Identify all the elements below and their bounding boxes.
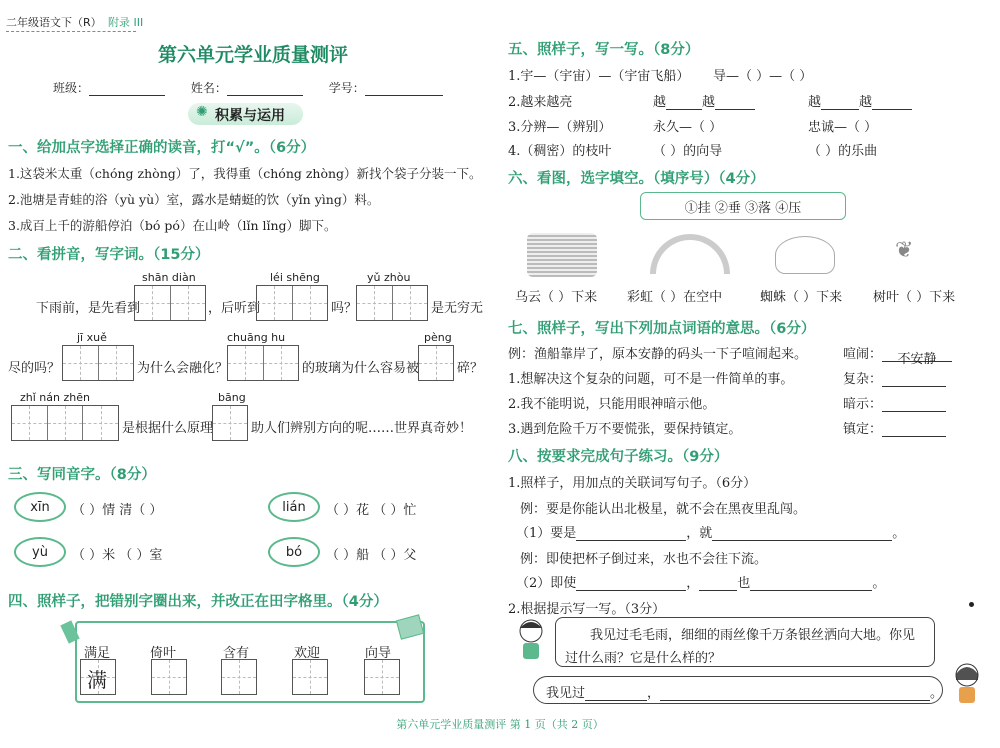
word-4: 欢迎 (294, 646, 321, 661)
cloud-yu-text: yù (32, 544, 48, 560)
id-label: 学号： (328, 81, 365, 95)
bubble-line-2: 过什么雨？它是什么样的？ (565, 651, 722, 666)
s8-blank-2[interactable] (712, 527, 892, 541)
s8-answer-2 (516, 572, 885, 591)
cloud-bo-text: bó (285, 544, 303, 560)
s2-text-5: 尽的吗？ (8, 361, 61, 376)
s5-line-3c: 忠诚—（ ） (808, 120, 878, 135)
s5-line-4b: （ ）的向导 (653, 144, 723, 159)
leaf-picture: ❦ (895, 238, 914, 263)
section-8-title: 八、按要求完成句子练习。（9分） (508, 449, 729, 465)
section-6-title: 六、看图，选字填空。（填序号）（4分） (508, 171, 765, 187)
tian-grid-4[interactable] (292, 659, 328, 695)
section-3-title: 三、写同音字。（8分） (8, 467, 156, 483)
bubble-answer-start: 我见过 (546, 686, 586, 701)
yue-2: 越 (702, 95, 716, 110)
s6-item-2: 彩虹（ ）在空中 (627, 290, 723, 305)
pinyin-peng: pèng (424, 331, 452, 344)
s8-a2-start: （2）即使 (516, 576, 577, 591)
answer-1: 满 (87, 668, 107, 692)
boy-icon (516, 618, 546, 662)
name-label: 姓名： (190, 81, 227, 95)
id-field[interactable] (365, 82, 443, 96)
s6-item-1: 乌云（ ）下来 (515, 290, 598, 305)
s5-line-3a: 3.分辨—（辨别） (508, 120, 612, 135)
s7-line-2: 2.我不能明说，只能用眼神暗示他。 (508, 397, 716, 412)
s5-line-4c: （ ）的乐曲 (808, 144, 878, 159)
s8-answer-1 (516, 522, 905, 541)
pinyin-shandian: shān diàn (142, 271, 196, 284)
s8-a2-comma: ， (686, 576, 700, 591)
section-4-title: 四、照样子，把错别字圈出来，并改正在田字格里。（4分） (8, 594, 388, 610)
s8-blank-1[interactable] (576, 527, 686, 541)
s8-blank-3[interactable] (576, 577, 686, 591)
writing-grid-4[interactable] (62, 345, 134, 381)
writing-grid-7[interactable] (11, 405, 119, 441)
s1-line-1: 1.这袋米太重（chóng zhòng）了，我得重（chóng zhòng）新找个袋子分装一下。 (8, 166, 482, 181)
class-field[interactable] (89, 82, 165, 96)
banner-text: 积累与运用 (215, 108, 285, 124)
s8-question-1: 1.照样子，用加点的关联词写句子。（6分） (508, 476, 757, 491)
writing-grid-2[interactable] (256, 285, 328, 321)
bubble-answer (546, 682, 943, 701)
cloud-lian (268, 492, 320, 522)
appendix-label: 附录 III (108, 16, 144, 29)
pinyin-chuanghu: chuāng hu (227, 331, 286, 344)
s1-line-2: 2.池塘是青蛙的浴（yù yù）室，露水是蜻蜓的饮（yǐn yìng）料。 (8, 192, 380, 207)
margin-dot (969, 602, 974, 607)
s2-text-10: 助人们辨别方向的呢……世界真奇妙！ (251, 421, 473, 436)
dark-cloud-picture (527, 233, 597, 277)
blank-yue-2[interactable] (715, 96, 755, 110)
s5-line-1b: 导—（ ）—（ ） (713, 69, 813, 84)
s3-row-2: （ ）花 （ ）忙 (326, 503, 417, 518)
s7-word-2: 暗示： (843, 397, 883, 412)
cloud-yu (14, 537, 66, 567)
bubble-blank-2[interactable] (660, 687, 930, 701)
s8-a2-mid: 也 (737, 576, 751, 591)
s8-a1-mid: ，就 (686, 526, 713, 541)
options-text: ①挂 ②垂 ③落 ④压 (684, 200, 802, 216)
word-2: 倚叶 (150, 646, 177, 661)
s7-example-answer: 不安静 (882, 348, 952, 362)
s7-example-word: 喧闹： (843, 347, 883, 362)
yue-4: 越 (859, 95, 873, 110)
s5-line-1a: 1.宇—（宇宙）—（宇宙飞船） (508, 69, 690, 84)
s7-blank-2[interactable] (882, 398, 946, 412)
s2-text-2: ，后听到 (208, 301, 261, 316)
s6-item-4: 树叶（ ）下来 (873, 290, 956, 305)
bubble-answer-end: 。 (930, 686, 944, 701)
s2-text-8: 碎？ (457, 361, 484, 376)
sun-icon: ✺ (196, 104, 208, 120)
word-5: 向导 (365, 646, 392, 661)
s3-row-3: （ ）米 （ ）室 (72, 548, 163, 563)
s7-key-1 (843, 368, 946, 387)
options-box (640, 192, 846, 220)
yue-1: 越 (653, 95, 667, 110)
blank-yue-4[interactable] (872, 96, 912, 110)
s2-text-9: 是根据什么原理 (122, 421, 214, 436)
s3-row-4: （ ）船 （ ）父 (326, 548, 417, 563)
yue-3: 越 (808, 95, 822, 110)
cloud-xin-text: xīn (30, 499, 50, 515)
s7-key-2 (843, 393, 946, 412)
student-info (53, 79, 443, 96)
s1-line-3: 3.成百上千的游船停泊（bó pó）在山岭（lǐn lǐng）脚下。 (8, 218, 337, 233)
section-2-title: 二、看拼音，写字词。（15分） (8, 247, 210, 263)
tian-grid-5[interactable] (364, 659, 400, 695)
page-title: 第六单元学业质量测评 (158, 44, 349, 66)
s7-word-1: 复杂： (843, 372, 883, 387)
name-field[interactable] (227, 82, 303, 96)
page-footer: 第六单元学业质量测评 第 1 页（共 2 页） (396, 718, 604, 731)
cloud-bo (268, 537, 320, 567)
s8-example-2: 例：即使把杯子倒过来，水也不会往下流。 (520, 552, 768, 567)
s8-blank-4[interactable] (699, 577, 737, 591)
s5-line-2c (808, 91, 912, 110)
writing-grid-8[interactable] (212, 405, 248, 441)
class-label: 班级： (53, 81, 90, 95)
blank-yue-1[interactable] (666, 96, 702, 110)
bubble-blank-1[interactable] (585, 687, 647, 701)
s5-line-3b: 永久—（ ） (653, 120, 723, 135)
s2-text-1: 下雨前，是先看到 (36, 301, 141, 316)
s2-text-3: 吗？ (331, 301, 358, 316)
s8-a1-start: （1）要是 (516, 526, 577, 541)
section-7-title: 七、照样子，写出下列加点词语的意思。（6分） (508, 321, 816, 337)
s7-word-3: 镇定： (843, 422, 883, 437)
subject-label: 二年级语文下（R） (6, 16, 102, 29)
blank-yue-3[interactable] (821, 96, 859, 110)
s2-text-4: 是无穷无 (431, 301, 484, 316)
spider-picture (775, 236, 835, 274)
bubble-answer-comma: ， (647, 686, 661, 701)
s6-item-3: 蜘蛛（ ）下来 (760, 290, 843, 305)
rainbow-picture (650, 234, 730, 274)
tian-grid-3[interactable] (221, 659, 257, 695)
s7-blank-1[interactable] (882, 373, 946, 387)
s7-line-1: 1.想解决这个复杂的问题，可不是一件简单的事。 (508, 372, 794, 387)
s8-question-2: 2.根据提示写一写。（3分） (508, 602, 666, 617)
cloud-xin (14, 492, 66, 522)
writing-grid-1[interactable] (134, 285, 206, 321)
word-1: 满足 (84, 646, 111, 661)
s7-example: 例：渔船靠岸了，原本安静的码头一下子喧闹起来。 (508, 347, 808, 362)
s5-line-2a: 2.越来越亮 (508, 95, 573, 110)
cloud-lian-text: lián (282, 499, 306, 515)
pinyin-bang: bāng (218, 391, 246, 404)
s7-example-key (843, 343, 952, 367)
writing-grid-3[interactable] (356, 285, 428, 321)
s8-a1-end: 。 (892, 526, 906, 541)
pinyin-jixue: jī xuě (77, 331, 107, 344)
section-1-title: 一、给加点字选择正确的读音，打“√”。（6分） (8, 140, 316, 156)
header-divider (6, 31, 136, 32)
s7-line-3: 3.遇到危险千万不要慌张，要保持镇定。 (508, 422, 742, 437)
girl-icon (950, 662, 984, 706)
word-3: 含有 (223, 646, 250, 661)
s8-blank-5[interactable] (750, 577, 872, 591)
s7-blank-3[interactable] (882, 423, 946, 437)
s5-line-4a: 4.（稠密）的枝叶 (508, 144, 612, 159)
pinyin-leisheng: léi shēng (270, 271, 320, 284)
section-5-title: 五、照样子，写一写。（8分） (508, 42, 700, 58)
s2-text-6: 为什么会融化？ (137, 361, 229, 376)
bubble-line-1: 我见过毛毛雨，细细的雨丝像千万条银丝洒向大地。你见 (590, 628, 916, 643)
writing-grid-6[interactable] (418, 345, 454, 381)
pinyin-zhinanzhen: zhǐ nán zhēn (20, 391, 90, 404)
s8-example-1: 例：要是你能认出北极星，就不会在黑夜里乱闯。 (520, 502, 807, 517)
s3-row-1: （ ）情 清（ ） (72, 503, 163, 518)
s8-a2-end: 。 (872, 576, 886, 591)
writing-grid-5[interactable] (227, 345, 299, 381)
s2-text-7: 的玻璃为什么容易被 (302, 361, 420, 376)
pinyin-yuzhou: yǔ zhòu (367, 271, 411, 284)
tian-grid-2[interactable] (151, 659, 187, 695)
s5-line-2b (653, 91, 755, 110)
s7-key-3 (843, 418, 946, 437)
